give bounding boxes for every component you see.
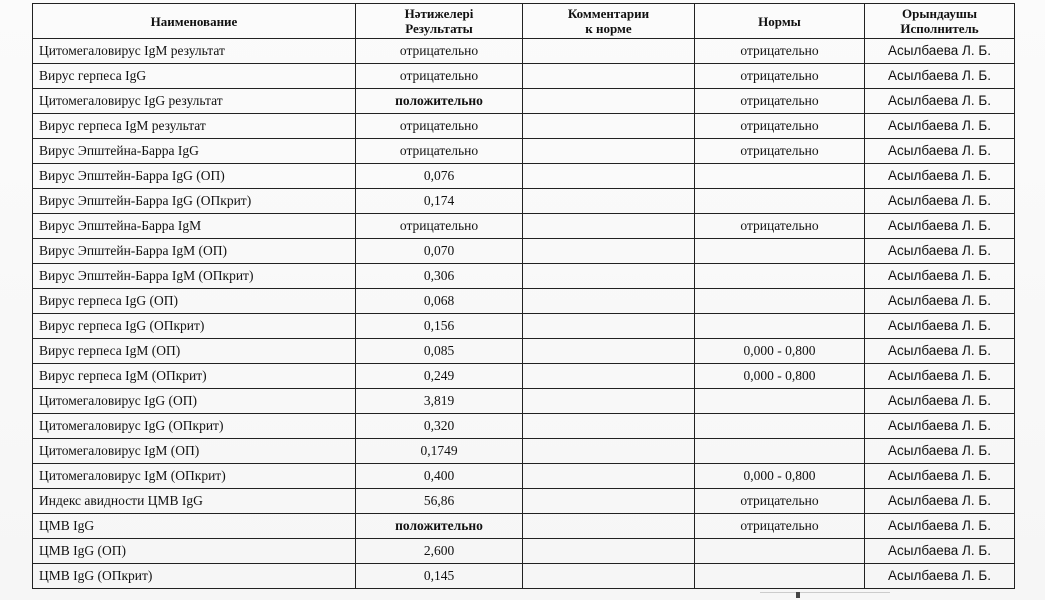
row-comment-cell [523,289,695,314]
row-comment-cell [523,89,695,114]
row-executor-cell: Асылбаева Л. Б. [865,339,1015,364]
table-row [33,214,1015,239]
row-executor-cell: Асылбаева Л. Б. [865,89,1015,114]
row-executor-cell: Асылбаева Л. Б. [865,189,1015,214]
row-result-cell: отрицательно [356,214,523,239]
row-comment-cell [523,139,695,164]
row-norm-cell [695,164,865,189]
row-name-cell: Цитомегаловирус IgG (ОПкрит) [33,414,356,439]
table-row [33,89,1015,114]
header-executor-ru: Исполнитель [900,21,979,36]
row-result-cell: 0,085 [356,339,523,364]
row-norm-cell [695,564,865,589]
row-executor-cell: Асылбаева Л. Б. [865,539,1015,564]
row-norm-cell [695,239,865,264]
table-row [33,164,1015,189]
table-row [33,414,1015,439]
row-name-cell: Вирус Эпштейн-Барра IgG (ОП) [33,164,356,189]
header-name [33,4,356,39]
row-executor-cell: Асылбаева Л. Б. [865,439,1015,464]
row-executor-cell: Асылбаева Л. Б. [865,464,1015,489]
header-comment-line1: Комментарии [567,6,650,21]
row-norm-cell: отрицательно [695,114,865,139]
row-norm-cell [695,439,865,464]
table-row [33,339,1015,364]
row-name-cell: Вирус герпеса IgM (ОП) [33,339,356,364]
row-name-cell: Вирус Эпштейн-Барра IgG (ОПкрит) [33,189,356,214]
row-executor-cell: Асылбаева Л. Б. [865,239,1015,264]
row-name-cell: Вирус Эпштейна-Барра IgG [33,139,356,164]
row-name-cell: Цитомегаловирус IgG (ОП) [33,389,356,414]
header-comment [523,4,695,39]
row-result-cell: 0,068 [356,289,523,314]
header-norms [695,4,865,39]
page-edge-mark [760,592,890,596]
table-row [33,564,1015,589]
page-edge-dot [796,592,800,598]
row-result-cell: 0,1749 [356,439,523,464]
row-norm-cell [695,539,865,564]
row-executor-cell: Асылбаева Л. Б. [865,514,1015,539]
row-name-cell: Вирус герпеса IgG [33,64,356,89]
table-row [33,464,1015,489]
row-result-cell: 3,819 [356,389,523,414]
row-norm-cell: 0,000 - 0,800 [695,464,865,489]
row-name-cell: Индекс авидности ЦМВ IgG [33,489,356,514]
row-norm-cell: отрицательно [695,89,865,114]
row-result-cell: отрицательно [356,139,523,164]
row-comment-cell [523,314,695,339]
table-row [33,389,1015,414]
row-name-cell: Цитомегаловирус IgM (ОПкрит) [33,464,356,489]
row-name-cell: ЦМВ IgG (ОПкрит) [33,564,356,589]
row-name-cell: Цитомегаловирус IgM (ОП) [33,439,356,464]
row-executor-cell: Асылбаева Л. Б. [865,264,1015,289]
row-name-cell: Вирус Эпштейна-Барра IgM [33,214,356,239]
row-comment-cell [523,264,695,289]
table-row [33,539,1015,564]
row-result-cell: 0,320 [356,414,523,439]
row-name-cell: Цитомегаловирус IgG результат [33,89,356,114]
row-executor-cell: Асылбаева Л. Б. [865,364,1015,389]
row-norm-cell: 0,000 - 0,800 [695,364,865,389]
row-norm-cell [695,314,865,339]
row-executor-cell: Асылбаева Л. Б. [865,139,1015,164]
row-name-cell: Вирус Эпштейн-Барра IgM (ОП) [33,239,356,264]
row-comment-cell [523,439,695,464]
row-name-cell: Цитомегаловирус IgM результат [33,39,356,64]
row-result-cell: 56,86 [356,489,523,514]
table-row [33,239,1015,264]
row-norm-cell: 0,000 - 0,800 [695,339,865,364]
row-comment-cell [523,189,695,214]
row-comment-cell [523,39,695,64]
row-result-cell: 0,174 [356,189,523,214]
header-result-ru: Результаты [405,21,473,36]
row-norm-cell: отрицательно [695,64,865,89]
row-result-cell: 0,400 [356,464,523,489]
row-comment-cell [523,464,695,489]
row-name-cell: ЦМВ IgG [33,514,356,539]
table-row [33,139,1015,164]
header-name-text: Наименование [150,13,238,29]
row-norm-cell: отрицательно [695,214,865,239]
row-result-cell: 0,156 [356,314,523,339]
row-norm-cell [695,264,865,289]
row-comment-cell [523,64,695,89]
row-result-cell: положительно [356,514,523,539]
row-comment-cell [523,414,695,439]
table-row [33,114,1015,139]
row-name-cell: Вирус герпеса IgG (ОПкрит) [33,314,356,339]
header-result-kz: Нәтижелері [404,6,474,21]
table-row [33,64,1015,89]
row-executor-cell: Асылбаева Л. Б. [865,64,1015,89]
row-comment-cell [523,164,695,189]
row-comment-cell [523,239,695,264]
header-result [356,4,523,39]
row-executor-cell: Асылбаева Л. Б. [865,39,1015,64]
row-executor-cell: Асылбаева Л. Б. [865,489,1015,514]
row-executor-cell: Асылбаева Л. Б. [865,314,1015,339]
row-result-cell: 0,249 [356,364,523,389]
row-comment-cell [523,489,695,514]
row-comment-cell [523,364,695,389]
row-comment-cell [523,539,695,564]
row-norm-cell [695,414,865,439]
row-result-cell: положительно [356,89,523,114]
row-executor-cell: Асылбаева Л. Б. [865,289,1015,314]
table-row [33,189,1015,214]
table-row [33,364,1015,389]
row-name-cell: Вирус Эпштейн-Барра IgM (ОПкрит) [33,264,356,289]
row-result-cell: 0,145 [356,564,523,589]
row-name-cell: Вирус герпеса IgM результат [33,114,356,139]
row-result-cell: отрицательно [356,114,523,139]
row-executor-cell: Асылбаева Л. Б. [865,114,1015,139]
row-norm-cell [695,389,865,414]
table-row [33,289,1015,314]
table-row [33,439,1015,464]
header-executor-kz: Орындаушы [901,6,978,21]
row-norm-cell: отрицательно [695,39,865,64]
row-name-cell: Вирус герпеса IgG (ОП) [33,289,356,314]
row-norm-cell [695,189,865,214]
table-header-row [33,4,1015,39]
table-row [33,514,1015,539]
row-executor-cell: Асылбаева Л. Б. [865,414,1015,439]
row-result-cell: 0,076 [356,164,523,189]
row-executor-cell: Асылбаева Л. Б. [865,214,1015,239]
row-result-cell: 0,070 [356,239,523,264]
table-row [33,489,1015,514]
row-result-cell: 2,600 [356,539,523,564]
row-result-cell: 0,306 [356,264,523,289]
row-executor-cell: Асылбаева Л. Б. [865,164,1015,189]
row-comment-cell [523,389,695,414]
table-body [33,39,1015,589]
results-table [32,3,1015,589]
row-name-cell: Вирус герпеса IgM (ОПкрит) [33,364,356,389]
row-result-cell: отрицательно [356,64,523,89]
row-executor-cell: Асылбаева Л. Б. [865,564,1015,589]
row-norm-cell: отрицательно [695,489,865,514]
row-norm-cell: отрицательно [695,514,865,539]
row-comment-cell [523,214,695,239]
table-row [33,314,1015,339]
row-name-cell: ЦМВ IgG (ОП) [33,539,356,564]
row-comment-cell [523,564,695,589]
header-executor [865,4,1015,39]
table-row [33,264,1015,289]
row-executor-cell: Асылбаева Л. Б. [865,389,1015,414]
row-result-cell: отрицательно [356,39,523,64]
row-comment-cell [523,514,695,539]
row-comment-cell [523,114,695,139]
header-comment-line2: к норме [585,21,632,36]
row-norm-cell [695,289,865,314]
table-row [33,39,1015,64]
row-comment-cell [523,339,695,364]
row-norm-cell: отрицательно [695,139,865,164]
header-norms-text: Нормы [758,13,801,29]
